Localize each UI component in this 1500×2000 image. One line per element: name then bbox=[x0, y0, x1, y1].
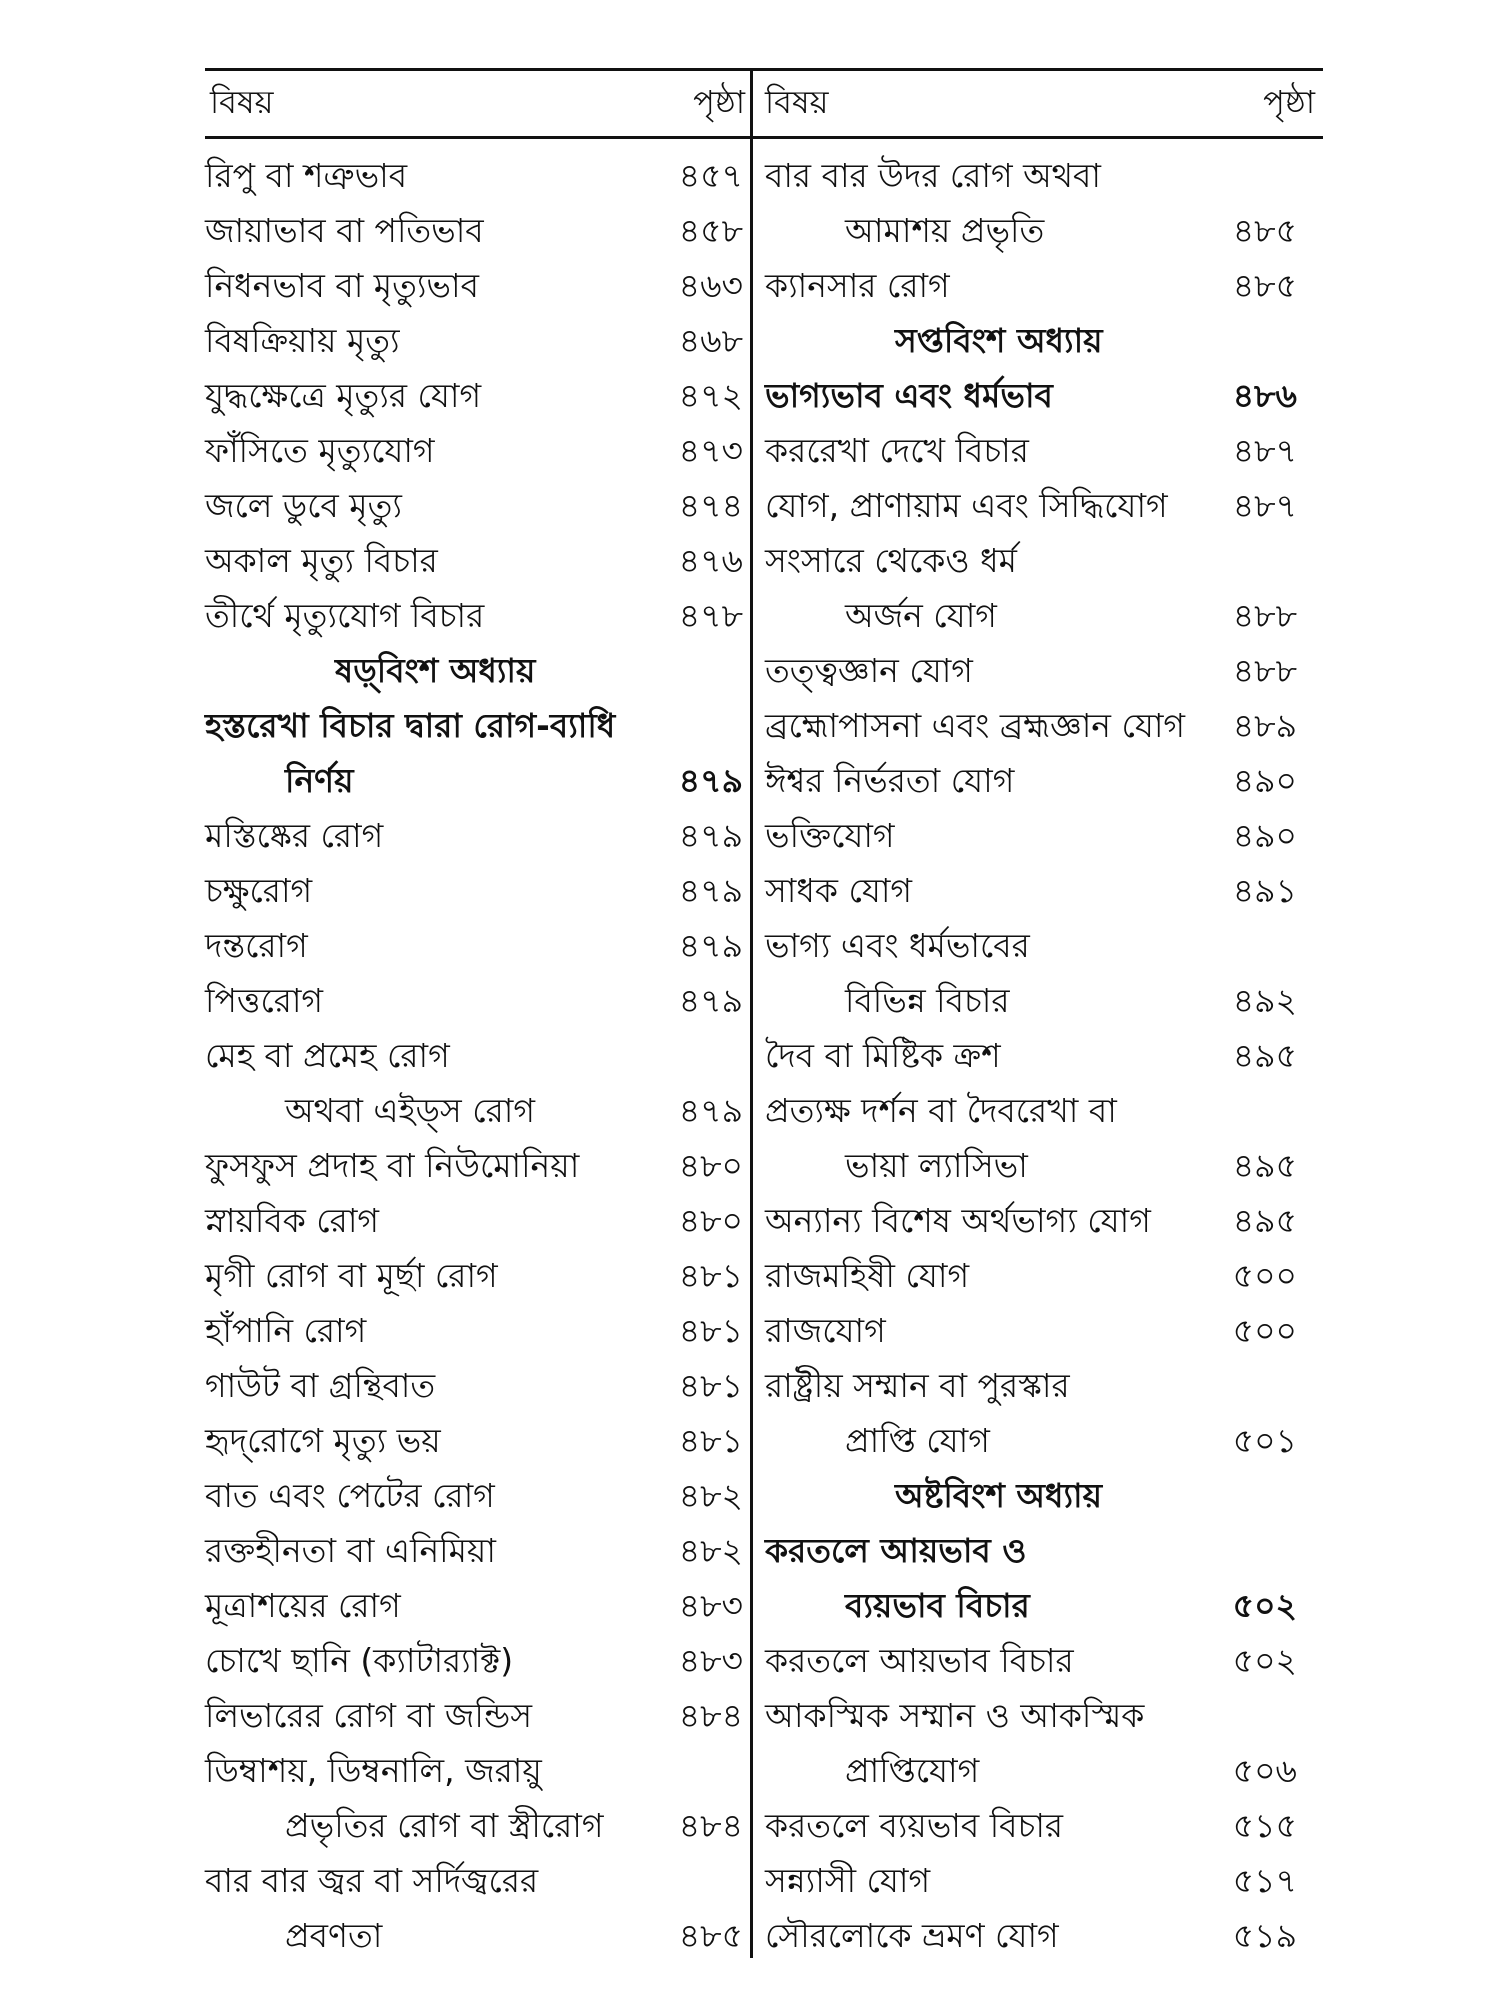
entry-title: নিধনভাব বা মৃত্যুভাব bbox=[205, 266, 479, 305]
entry-title: সৌরলোকে ভ্রমণ যোগ bbox=[765, 1916, 1059, 1955]
header-subject-left: বিষয় bbox=[210, 83, 274, 121]
toc-entry bbox=[765, 148, 1305, 203]
entry-title: প্রাপ্তিযোগ bbox=[845, 1751, 980, 1790]
toc-entry bbox=[205, 808, 745, 863]
entry-title: কররেখা দেখে বিচার bbox=[765, 431, 1029, 470]
entry-title: অর্জন যোগ bbox=[845, 596, 997, 635]
entry-title: বার বার উদর রোগ অথবা bbox=[765, 156, 1101, 195]
toc-entry bbox=[205, 258, 745, 313]
toc-entry bbox=[765, 1578, 1305, 1633]
entry-title: ডিম্বাশয়, ডিম্বনালি, জরায়ু bbox=[205, 1751, 542, 1790]
toc-entry bbox=[205, 1798, 745, 1853]
toc-entry bbox=[205, 203, 745, 258]
entry-title: করতলে ব্যয়ভাব বিচার bbox=[765, 1806, 1064, 1845]
entry-title: হাঁপানি রোগ bbox=[205, 1311, 367, 1350]
entry-title: মৃগী রোগ বা মূর্ছা রোগ bbox=[205, 1256, 498, 1295]
toc-entry bbox=[205, 533, 745, 588]
toc-entry bbox=[765, 1633, 1305, 1688]
entry-page-number: ৪৮১ bbox=[678, 1256, 743, 1295]
toc-entry bbox=[205, 588, 745, 643]
entry-title: ভায়া ল্যাসিভা bbox=[845, 1146, 1028, 1185]
top-rule bbox=[205, 68, 1323, 71]
entry-title: হস্তরেখা বিচার দ্বারা রোগ-ব্যাধি bbox=[205, 706, 616, 745]
chapter-heading bbox=[205, 643, 745, 698]
entry-title: ভাগ্য এবং ধর্মভাবের bbox=[765, 926, 1030, 965]
entry-title: করতলে আয়ভাব বিচার bbox=[765, 1641, 1074, 1680]
toc-entry bbox=[765, 1908, 1305, 1963]
toc-entry bbox=[765, 1138, 1305, 1193]
entry-title: দন্তরোগ bbox=[205, 926, 308, 965]
entry-page-number: ৪৬৮ bbox=[678, 321, 743, 360]
entry-title: জায়াভাব বা পতিভাব bbox=[205, 211, 484, 250]
entry-page-number: ৪৭২ bbox=[678, 376, 743, 415]
toc-entry bbox=[205, 148, 745, 203]
entry-page-number: ৫০২ bbox=[1232, 1641, 1297, 1680]
toc-entry bbox=[765, 643, 1305, 698]
toc-entry bbox=[765, 1853, 1305, 1908]
column-divider bbox=[750, 68, 753, 1958]
entry-title: বার বার জ্বর বা সর্দিজ্বরের bbox=[205, 1861, 539, 1900]
entry-title: হৃদ্‌রোগে মৃত্যু ভয় bbox=[205, 1421, 441, 1460]
entry-title: প্রত্যক্ষ দর্শন বা দৈবরেখা বা bbox=[765, 1091, 1117, 1130]
toc-entry bbox=[765, 1303, 1305, 1358]
entry-page-number: ৪৯২ bbox=[1232, 981, 1297, 1020]
entry-title: মেহ বা প্রমেহ রোগ bbox=[205, 1036, 450, 1075]
toc-entry bbox=[765, 1193, 1305, 1248]
entry-title: যুদ্ধক্ষেত্রে মৃত্যুর যোগ bbox=[205, 376, 482, 415]
header-subject-right: বিষয় bbox=[765, 83, 829, 121]
toc-entry bbox=[205, 1413, 745, 1468]
entry-title: ভক্তিযোগ bbox=[765, 816, 895, 855]
toc-entry bbox=[205, 1193, 745, 1248]
entry-title: ষড়্‌বিংশ অধ্যায় bbox=[335, 651, 536, 690]
header-page-right: পৃষ্ঠা bbox=[1263, 83, 1315, 121]
entry-title: সংসারে থেকেও ধর্ম bbox=[765, 541, 1017, 580]
toc-entry bbox=[765, 973, 1305, 1028]
entry-page-number: ৪৭৩ bbox=[678, 431, 743, 470]
entry-title: ক্যানসার রোগ bbox=[765, 266, 950, 305]
entry-page-number: ৪৮১ bbox=[678, 1366, 743, 1405]
toc-entry bbox=[765, 588, 1305, 643]
entry-page-number: ৫১৫ bbox=[1232, 1806, 1297, 1845]
entry-page-number: ৪৮১ bbox=[678, 1311, 743, 1350]
entry-title: আমাশয় প্রভৃতি bbox=[845, 211, 1045, 250]
toc-entry bbox=[765, 1248, 1305, 1303]
toc-entry bbox=[765, 863, 1305, 918]
entry-page-number: ৪৮৫ bbox=[1232, 211, 1297, 250]
toc-entry bbox=[205, 1633, 745, 1688]
entry-page-number: ৪৫৮ bbox=[678, 211, 743, 250]
entry-title: প্রভৃতির রোগ বা স্ত্রীরোগ bbox=[285, 1806, 604, 1845]
entry-page-number: ৪৯০ bbox=[1232, 761, 1297, 800]
entry-title: রক্তহীনতা বা এনিমিয়া bbox=[205, 1531, 496, 1570]
toc-entry bbox=[205, 423, 745, 478]
entry-title: বিষক্রিয়ায় মৃত্যু bbox=[205, 321, 400, 360]
toc-entry bbox=[205, 1138, 745, 1193]
toc-entry bbox=[205, 918, 745, 973]
entry-title: পিত্তরোগ bbox=[205, 981, 324, 1020]
toc-entry bbox=[205, 1523, 745, 1578]
toc-entry bbox=[765, 753, 1305, 808]
entry-title: লিভারের রোগ বা জন্ডিস bbox=[205, 1696, 533, 1735]
toc-entry bbox=[205, 1358, 745, 1413]
entry-page-number: ৫০৬ bbox=[1232, 1751, 1297, 1790]
toc-entry bbox=[205, 1688, 745, 1743]
entry-page-number: ৪৮২ bbox=[678, 1531, 743, 1570]
header-rule bbox=[205, 136, 1323, 139]
toc-entry bbox=[765, 368, 1305, 423]
entry-title: অকাল মৃত্যু বিচার bbox=[205, 541, 438, 580]
toc-entry bbox=[765, 478, 1305, 533]
entry-page-number: ৪৯৫ bbox=[1232, 1146, 1297, 1185]
entry-page-number: ৪৭৬ bbox=[678, 541, 743, 580]
toc-entry bbox=[765, 1028, 1305, 1083]
toc-entry bbox=[765, 1358, 1305, 1413]
entry-page-number: ৪৭৮ bbox=[678, 596, 743, 635]
entry-page-number: ৪৭৪ bbox=[678, 486, 743, 525]
chapter-heading bbox=[765, 1468, 1305, 1523]
entry-title: তত্ত্বজ্ঞান যোগ bbox=[765, 651, 973, 690]
toc-entry bbox=[205, 1468, 745, 1523]
entry-page-number: ৪৫৭ bbox=[678, 156, 743, 195]
entry-title: বাত এবং পেটের রোগ bbox=[205, 1476, 495, 1515]
entry-page-number: ৪৮৯ bbox=[1232, 706, 1297, 745]
toc-entry bbox=[205, 753, 745, 808]
toc-entry bbox=[765, 203, 1305, 258]
entry-title: সাধক যোগ bbox=[765, 871, 913, 910]
left-column bbox=[205, 148, 745, 1958]
entry-page-number: ৪৭৯ bbox=[678, 926, 743, 965]
entry-title: প্রবণতা bbox=[285, 1916, 383, 1955]
entry-title: অথবা এইড্‌স রোগ bbox=[285, 1091, 535, 1130]
entry-page-number: ৪৮২ bbox=[678, 1476, 743, 1515]
toc-entry bbox=[205, 368, 745, 423]
toc-entry bbox=[205, 313, 745, 368]
entry-page-number: ৪৮৮ bbox=[1232, 596, 1297, 635]
toc-entry bbox=[205, 1028, 745, 1083]
entry-page-number: ৪৯১ bbox=[1232, 871, 1297, 910]
entry-page-number: ৪৬৩ bbox=[678, 266, 743, 305]
entry-page-number: ৪৮৬ bbox=[1232, 376, 1297, 415]
entry-page-number: ৪৯০ bbox=[1232, 816, 1297, 855]
entry-page-number: ৪৮৩ bbox=[678, 1586, 743, 1625]
entry-title: তীর্থে মৃত্যুযোগ বিচার bbox=[205, 596, 485, 635]
toc-entry bbox=[765, 1798, 1305, 1853]
entry-title: রিপু বা শত্রুভাব bbox=[205, 156, 408, 195]
toc-entry bbox=[205, 478, 745, 533]
toc-entry bbox=[765, 258, 1305, 313]
entry-page-number: ৪৮৫ bbox=[678, 1916, 743, 1955]
entry-page-number: ৪৭৯ bbox=[678, 981, 743, 1020]
entry-title: ফুসফুস প্রদাহ বা নিউমোনিয়া bbox=[205, 1146, 580, 1185]
entry-title: রাজযোগ bbox=[765, 1311, 886, 1350]
entry-title: স্নায়বিক রোগ bbox=[205, 1201, 380, 1240]
toc-entry bbox=[205, 698, 745, 753]
toc-entry bbox=[765, 1083, 1305, 1138]
entry-page-number: ৪৮১ bbox=[678, 1421, 743, 1460]
entry-title: ভাগ্যভাব এবং ধর্মভাব bbox=[765, 376, 1053, 415]
toc-entry bbox=[765, 808, 1305, 863]
entry-page-number: ৪৮৭ bbox=[1232, 431, 1297, 470]
toc-entry bbox=[765, 1743, 1305, 1798]
toc-entry bbox=[765, 1523, 1305, 1578]
entry-title: নির্ণয় bbox=[285, 761, 354, 800]
toc-entry bbox=[205, 863, 745, 918]
entry-title: দৈব বা মিষ্টিক ক্রশ bbox=[765, 1036, 1001, 1075]
entry-title: সন্ন্যাসী যোগ bbox=[765, 1861, 931, 1900]
toc-entry bbox=[205, 1908, 745, 1963]
toc-entry bbox=[205, 1743, 745, 1798]
entry-title: করতলে আয়ভাব ও bbox=[765, 1531, 1027, 1570]
entry-title: ব্রহ্মোপাসনা এবং ব্রহ্মজ্ঞান যোগ bbox=[765, 706, 1186, 745]
entry-title: ঈশ্বর নির্ভরতা যোগ bbox=[765, 761, 1015, 800]
toc-entry bbox=[765, 1688, 1305, 1743]
toc-entry bbox=[765, 698, 1305, 753]
entry-page-number: ৫০০ bbox=[1232, 1311, 1297, 1350]
entry-page-number: ৪৯৫ bbox=[1232, 1036, 1297, 1075]
toc-entry bbox=[765, 1413, 1305, 1468]
entry-title: জলে ডুবে মৃত্যু bbox=[205, 486, 402, 525]
entry-page-number: ৪৯৫ bbox=[1232, 1201, 1297, 1240]
entry-page-number: ৪৭৯ bbox=[678, 871, 743, 910]
entry-title: রাজমহিষী যোগ bbox=[765, 1256, 970, 1295]
entry-title: অন্যান্য বিশেষ অর্থভাগ্য যোগ bbox=[765, 1201, 1151, 1240]
entry-title: ফাঁসিতে মৃত্যুযোগ bbox=[205, 431, 435, 470]
entry-title: সপ্তবিংশ অধ্যায় bbox=[895, 321, 1103, 360]
chapter-heading bbox=[765, 313, 1305, 368]
entry-page-number: ৪৮৭ bbox=[1232, 486, 1297, 525]
toc-entry bbox=[205, 1853, 745, 1908]
entry-page-number: ৪৮৩ bbox=[678, 1641, 743, 1680]
toc-entry bbox=[205, 1083, 745, 1138]
toc-entry bbox=[765, 423, 1305, 478]
entry-page-number: ৪৮৮ bbox=[1232, 651, 1297, 690]
entry-title: ব্যয়ভাব বিচার bbox=[845, 1586, 1030, 1625]
toc-entry bbox=[205, 1578, 745, 1633]
entry-page-number: ৪৮৪ bbox=[678, 1696, 743, 1735]
entry-page-number: ৪৮৪ bbox=[678, 1806, 743, 1845]
right-column bbox=[765, 148, 1305, 1958]
entry-page-number: ৪৭৯ bbox=[678, 761, 743, 800]
entry-title: আকস্মিক সম্মান ও আকস্মিক bbox=[765, 1696, 1145, 1735]
entry-title: যোগ, প্রাণায়াম এবং সিদ্ধিযোগ bbox=[765, 486, 1168, 525]
entry-title: প্রাপ্তি যোগ bbox=[845, 1421, 990, 1460]
entry-page-number: ৫১৯ bbox=[1232, 1916, 1297, 1955]
toc-entry bbox=[205, 1248, 745, 1303]
entry-title: বিভিন্ন বিচার bbox=[845, 981, 1010, 1020]
entry-title: অষ্টবিংশ অধ্যায় bbox=[895, 1476, 1103, 1515]
entry-title: গাউট বা গ্রন্থিবাত bbox=[205, 1366, 436, 1405]
toc-entry bbox=[765, 918, 1305, 973]
entry-page-number: ৫০০ bbox=[1232, 1256, 1297, 1295]
entry-page-number: ৫০১ bbox=[1232, 1421, 1297, 1460]
entry-page-number: ৪৭৯ bbox=[678, 1091, 743, 1130]
entry-page-number: ৪৮০ bbox=[678, 1201, 743, 1240]
entry-title: চোখে ছানি (ক্যাটার‍্যাক্ট) bbox=[205, 1641, 514, 1680]
entry-page-number: ৪৭৯ bbox=[678, 816, 743, 855]
entry-page-number: ৫১৭ bbox=[1232, 1861, 1297, 1900]
entry-page-number: ৪৮৫ bbox=[1232, 266, 1297, 305]
toc-entry bbox=[205, 1303, 745, 1358]
toc-entry bbox=[765, 533, 1305, 588]
header-page-left: পৃষ্ঠা bbox=[693, 83, 745, 121]
toc-entry bbox=[205, 973, 745, 1028]
entry-title: মস্তিষ্কের রোগ bbox=[205, 816, 384, 855]
entry-title: চক্ষুরোগ bbox=[205, 871, 313, 910]
entry-title: মূত্রাশয়ের রোগ bbox=[205, 1586, 401, 1625]
entry-page-number: ৫০২ bbox=[1232, 1586, 1297, 1625]
entry-title: রাষ্ট্রীয় সম্মান বা পুরস্কার bbox=[765, 1366, 1070, 1405]
entry-page-number: ৪৮০ bbox=[678, 1146, 743, 1185]
